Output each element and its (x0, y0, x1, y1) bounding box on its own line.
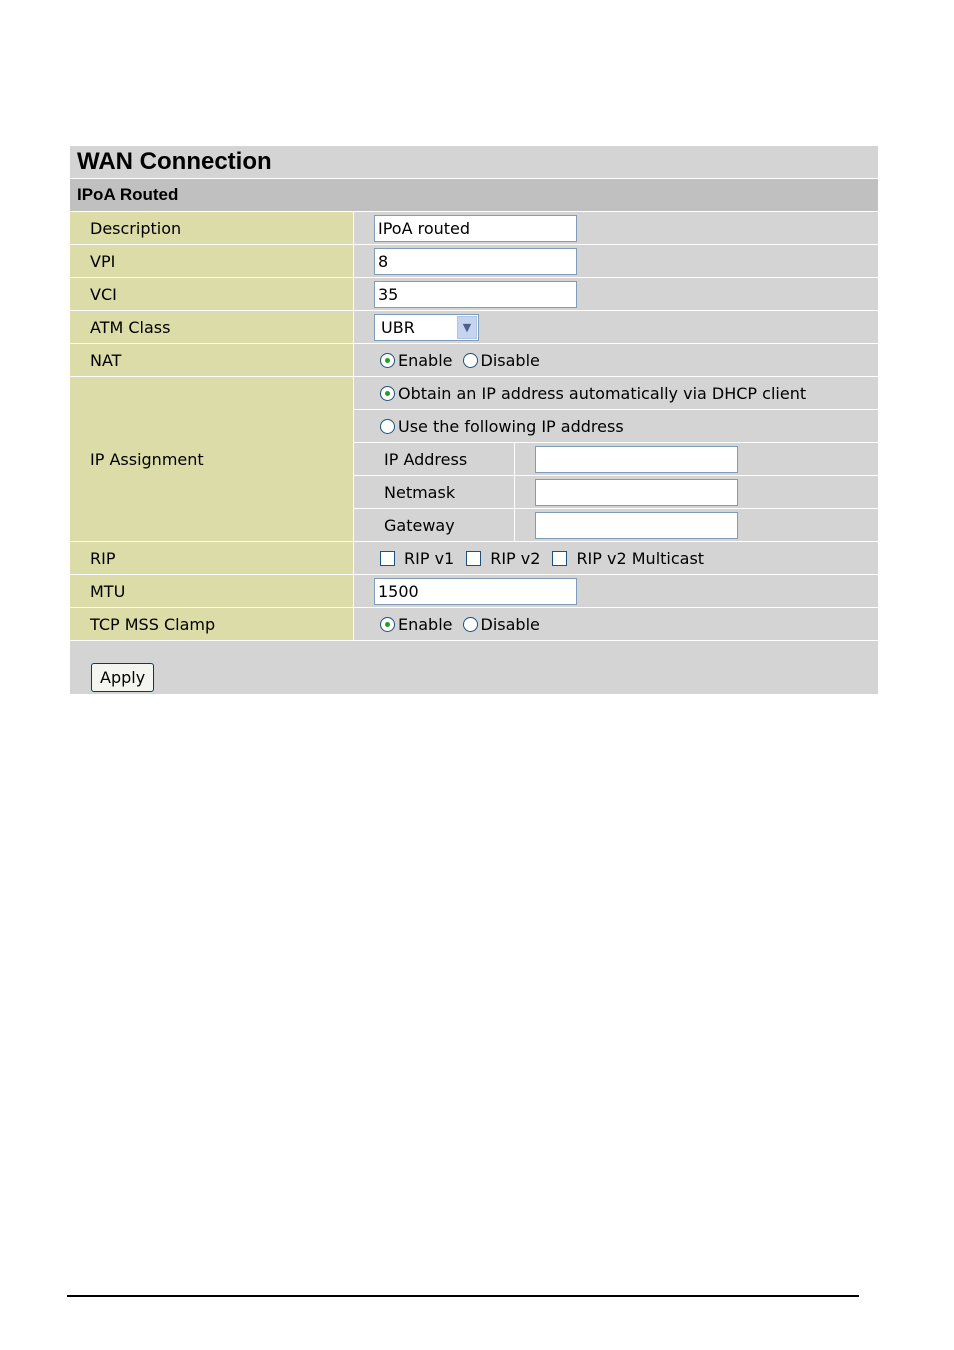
static-option-label: Use the following IP address (398, 416, 624, 436)
description-label: Description (70, 212, 354, 244)
mtu-row (70, 575, 878, 608)
static-option-row (354, 410, 878, 443)
ip-assignment-block (70, 377, 878, 542)
apply-button[interactable]: Apply (91, 663, 154, 692)
rip-v1-label: RIP v1 (404, 548, 455, 568)
mss-enable-radio[interactable] (380, 617, 395, 632)
gateway-row (354, 509, 878, 542)
rip-v2-multicast-label: RIP v2 Multicast (576, 548, 705, 568)
netmask-row (354, 476, 878, 509)
chevron-down-icon[interactable]: ▼ (457, 316, 477, 339)
atm-class-label: ATM Class (70, 311, 354, 343)
rip-v2-multicast-checkbox[interactable] (552, 551, 567, 566)
vpi-label: VPI (70, 245, 354, 277)
description-row (70, 212, 878, 245)
vci-label: VCI (70, 278, 354, 310)
dhcp-radio[interactable] (380, 386, 395, 401)
rip-label: RIP (70, 542, 354, 574)
ip-address-input[interactable] (535, 446, 738, 473)
rip-row (70, 542, 878, 575)
ip-assignment-label: IP Assignment (70, 377, 354, 542)
vci-input[interactable] (374, 281, 577, 308)
mss-disable-radio[interactable] (463, 617, 478, 632)
gateway-label: Gateway (354, 509, 515, 541)
description-input[interactable] (374, 215, 577, 242)
atm-class-select[interactable] (374, 314, 479, 341)
rip-v2-checkbox[interactable] (466, 551, 481, 566)
rip-v2-label: RIP v2 (490, 548, 541, 568)
nat-enable-radio[interactable] (380, 353, 395, 368)
mtu-input[interactable] (374, 578, 577, 605)
mss-disable-label: Disable (480, 614, 540, 634)
vpi-input[interactable] (374, 248, 577, 275)
tcp-mss-clamp-row (70, 608, 878, 641)
nat-label: NAT (70, 344, 354, 376)
dhcp-option-row (354, 377, 878, 410)
nat-enable-label: Enable (398, 350, 453, 370)
page-title: WAN Connection (70, 146, 878, 179)
action-bar (70, 641, 878, 694)
atm-class-row (70, 311, 878, 344)
netmask-label: Netmask (354, 476, 515, 508)
gateway-input[interactable] (535, 512, 738, 539)
page-footer-rule (67, 1295, 859, 1297)
mtu-label: MTU (70, 575, 354, 607)
tcp-mss-clamp-label: TCP MSS Clamp (70, 608, 354, 640)
atm-class-selected-value: UBR (381, 317, 415, 337)
wan-connection-panel (70, 146, 878, 694)
nat-row (70, 344, 878, 377)
vci-row (70, 278, 878, 311)
ip-address-label: IP Address (354, 443, 515, 475)
section-title: IPoA Routed (70, 179, 878, 212)
rip-v1-checkbox[interactable] (380, 551, 395, 566)
nat-disable-radio[interactable] (463, 353, 478, 368)
dhcp-option-label: Obtain an IP address automatically via DHCP client (398, 383, 807, 403)
ip-address-row (354, 443, 878, 476)
netmask-input[interactable] (535, 479, 738, 506)
mss-enable-label: Enable (398, 614, 453, 634)
vpi-row (70, 245, 878, 278)
static-ip-radio[interactable] (380, 419, 395, 434)
nat-disable-label: Disable (480, 350, 540, 370)
